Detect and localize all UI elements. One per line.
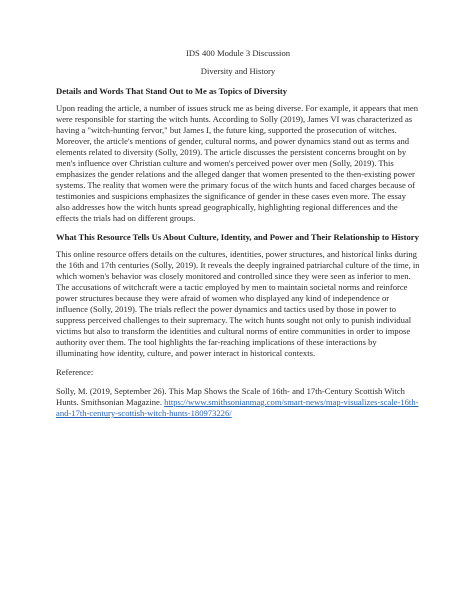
document-body [56, 48, 420, 427]
reference-citation: Solly, M. (2019, September 26). This Map Shows the Scale of 16th- and 17th-Century Scottish Witch Hunts. Smithsonian Magazine. [56, 386, 405, 407]
reference-entry [56, 386, 420, 419]
document-title: IDS 400 Module 3 Discussion [185, 48, 291, 58]
section-heading-diversity: Details and Words That Stand Out to Me as Topics of Diversity [56, 86, 288, 96]
section-paragraph-culture-identity-power: This online resource offers details on the cultures, identities, power structures, and historical links during the 16th and 17th centuries (Solly, 2019). It reveals the deeply ingrained patriarchal culture of the time, in which women's behavior was closely monitored and controlled since they were seen as inferior to men. The accusations of witchcraft were a tactic employed by men to maintain societal norms and reinforce power structures because they were afraid of women who displayed any kind of independence or influence (Solly, 2019). The trials reflect the power dynamics and tactics used by those in power to suppress perceived challenges to their supremacy. The witch hunts sought not only to punish individual victims but also to transform the identities and cultural norms of entire communities in order to impose authority over them. The tool highlights the far-reaching implications of these interactions by illuminating how identity, culture, and power interact in historical contexts. [56, 249, 420, 358]
document-subtitle: Diversity and History [200, 66, 276, 76]
reference-link[interactable]: https://www.smithsonianmag.com/smart-news/map-visualizes-scale-16th-and-17th-century-scottish-witch-hunts-180973226/ [56, 397, 419, 418]
reference-label: Reference: [56, 367, 94, 377]
section-heading-culture-identity-power: What This Resource Tells Us About Culture, Identity, and Power and Their Relationship to History [56, 232, 419, 242]
section-paragraph-diversity: Upon reading the article, a number of issues struck me as being diverse. For example, it appears that men were responsible for starting the witch hunts. According to Solly (2019), James VI was characterized as having a "witch-hunting fervor," but James I, the future king, supported the prosecution of witches. Moreover, the article's mentions of gender, cultural norms, and power dynamics stand out as terms and elements related to diversity (Solly, 2019). The article discusses the persistent concerns brought on by men's influence over Christian culture and women's perceived power over men (Solly, 2019). This emphasizes the gender relations and the alleged danger that women presented to the then-existing power systems. The reality that women were the primary focus of the witch hunts and faced charges because of testimonies and suspicions emphasizes the significance of gender in these cases even more. The essay also addresses how the witch hunts spread geographically, highlighting regional differences and the effects the trials had on different groups. [56, 103, 419, 223]
